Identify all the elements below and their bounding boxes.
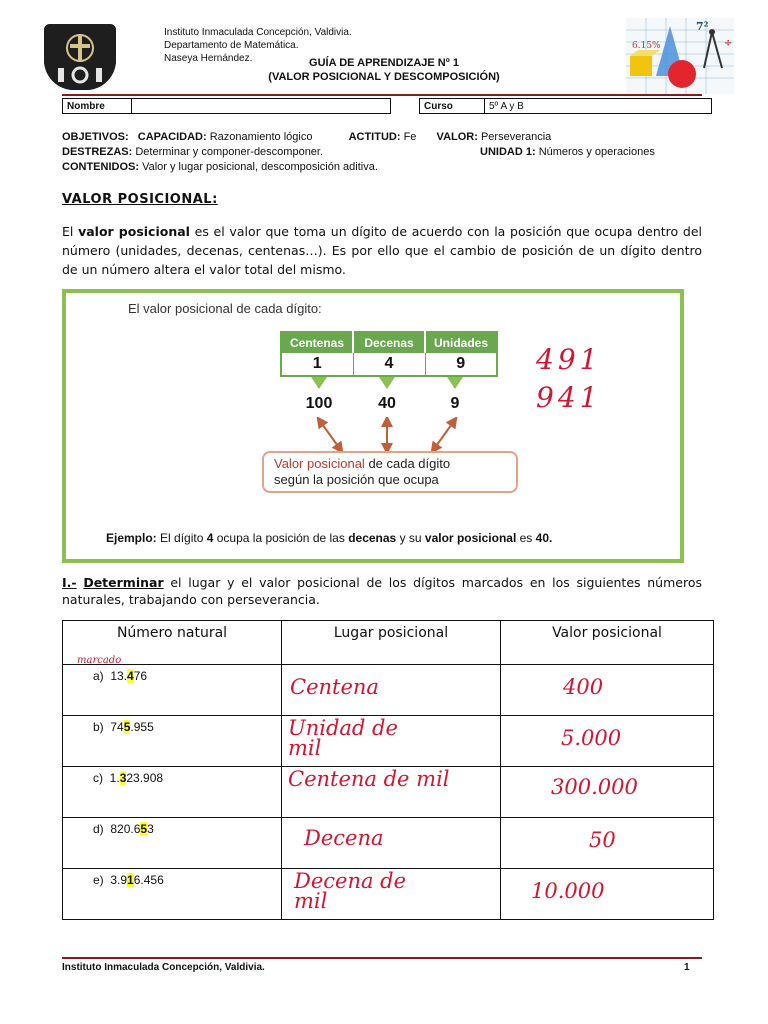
handwritten-note-2: 941 <box>536 381 602 414</box>
valor-label: VALOR: <box>436 131 478 143</box>
number-pre: 3.9 <box>110 873 128 887</box>
col-header-valor: Valor posicional <box>501 621 714 665</box>
intro-term: valor posicional <box>78 224 190 239</box>
col-header-lugar: Lugar posicional <box>282 621 501 665</box>
lugar-cell[interactable] <box>282 818 501 869</box>
name-label: Nombre <box>63 99 132 114</box>
header-decenas: Decenas <box>353 332 425 353</box>
number-post: 76 <box>133 669 148 683</box>
contenidos-line <box>62 160 378 175</box>
number-cell <box>63 655 282 716</box>
handwritten-note-1: 491 <box>536 343 602 376</box>
guide-title: GUÍA DE APRENDIZAJE Nº 1 <box>309 57 459 69</box>
number-cell <box>63 716 282 767</box>
marked-digit: 1 <box>127 873 134 887</box>
marked-digit: 3 <box>119 771 127 785</box>
number-post: 6.456 <box>133 873 164 887</box>
lugar-cell[interactable] <box>282 767 501 818</box>
valor-answer: 5.000 <box>561 726 622 750</box>
guide-subtitle: (VALOR POSICIONAL Y DESCOMPOSICIÓN) <box>268 71 500 83</box>
figure-example <box>106 531 552 545</box>
capacidad-label: CAPACIDAD: <box>137 131 207 143</box>
unidad-label: UNIDAD 1: <box>480 146 536 158</box>
deco-percent: 6.15% <box>632 41 661 51</box>
table-row <box>63 869 714 920</box>
example-vp: valor posicional <box>424 531 517 545</box>
value-centenas: 100 <box>305 395 333 412</box>
actitud-label: ACTITUD: <box>348 131 401 143</box>
example-text1: El dígito <box>160 531 204 545</box>
name-field[interactable] <box>132 99 391 114</box>
arrow-down-icon <box>311 377 327 389</box>
task-verb: Determinar <box>83 575 164 590</box>
contenidos-value: Valor y lugar posicional, descomposición aditiva. <box>142 161 378 173</box>
objectives-line <box>62 130 551 145</box>
place-value-figure <box>62 289 684 563</box>
footer-text: Instituto Inmaculada Concepción, Valdivia. <box>62 962 265 973</box>
unidad-line <box>480 145 655 160</box>
table-row <box>63 767 714 818</box>
intro-rest: es el valor que toma un dígito de acuerdo con la posición que ocupa dentro del número (unidades, decenas, centenas…). Es por ello que el cambio de posición de un dígito dentro de un número altera el valor total del mismo. <box>62 224 702 277</box>
unidad-value: Números y operaciones <box>538 146 655 158</box>
contenidos-label: CONTENIDOS: <box>62 161 139 173</box>
number-pre: 1. <box>109 771 120 785</box>
number-pre: 13. <box>110 669 128 683</box>
section-title: VALOR POSICIONAL: <box>62 192 218 207</box>
example-text3: y su <box>399 531 422 545</box>
arrow-down-icon <box>447 377 463 389</box>
exercise-table <box>62 620 714 920</box>
table-row <box>63 818 714 869</box>
connector-arrows-icon <box>286 417 476 453</box>
valor-cell[interactable] <box>501 716 714 767</box>
marked-digit: 5 <box>140 822 148 836</box>
valor-answer: 50 <box>589 828 616 852</box>
example-text2: ocupa la posición de las <box>216 531 345 545</box>
lugar-answer: Decena <box>304 826 384 850</box>
capacidad-value: Razonamiento lógico <box>209 131 313 143</box>
figure-title: El valor posicional de cada dígito: <box>128 301 322 316</box>
spacer-cell <box>391 99 420 114</box>
valor-answer: 400 <box>563 675 604 699</box>
example-value: 40. <box>535 531 553 545</box>
table-row <box>63 665 714 716</box>
row-label: d) <box>93 822 104 836</box>
objetivos-label: OBJETIVOS: <box>62 131 129 143</box>
destrezas-line <box>62 145 323 160</box>
valor-answer: 10.000 <box>531 879 605 903</box>
header-rule <box>62 94 702 96</box>
task-text: el lugar y el valor posicional de los dígitos marcados en los siguientes números naturales, trabajando con perseverancia. <box>62 575 702 607</box>
number-post: .955 <box>130 720 154 734</box>
value-decenas: 40 <box>378 395 396 412</box>
destrezas-label: DESTREZAS: <box>62 146 133 158</box>
number-post: 23.908 <box>126 771 164 785</box>
place-value-table <box>280 331 498 377</box>
example-label: Ejemplo: <box>106 531 157 545</box>
institution-name: Instituto Inmaculada Concepción, Valdivia. <box>164 27 352 38</box>
lugar-cell[interactable] <box>282 869 501 920</box>
task-number: I.- <box>62 575 77 590</box>
intro-paragraph <box>62 222 702 279</box>
number-cell <box>63 818 282 869</box>
value-unidades: 9 <box>450 395 460 412</box>
footer-rule <box>62 957 702 959</box>
author-name: Naseya Hernández. <box>164 53 253 64</box>
lugar-answer: Centena de mil <box>288 767 450 791</box>
example-pos: decenas <box>348 531 397 545</box>
digit-unidades: 9 <box>456 355 466 372</box>
box-rest: de cada dígito <box>368 456 451 471</box>
row-label: b) <box>93 720 104 734</box>
student-info-table <box>62 98 712 114</box>
box-highlight: Valor posicional <box>274 456 365 471</box>
arrow-down-icon <box>379 377 395 389</box>
example-digit: 4 <box>206 531 214 545</box>
destrezas-value: Determinar y componer-descomponer. <box>135 146 324 158</box>
number-cell <box>63 767 282 818</box>
number-pre: 74 <box>110 720 124 734</box>
page-number: 1 <box>684 962 690 973</box>
deco-exponent: 7² <box>696 20 709 33</box>
lugar-cell[interactable] <box>282 665 501 716</box>
lugar-answer: Decena de mil <box>294 869 407 913</box>
valor-cell[interactable] <box>501 665 714 716</box>
handwritten-note: marcado <box>77 655 122 666</box>
valor-answer: 300.000 <box>551 775 638 799</box>
row-label: a) <box>93 669 104 683</box>
valor-cell[interactable] <box>501 869 714 920</box>
row-label: e) <box>93 873 104 887</box>
deco-divide: ÷ <box>724 38 733 49</box>
number-post: 3 <box>147 822 154 836</box>
number-pre: 820.6 <box>110 822 141 836</box>
digit-centenas: 1 <box>281 353 353 376</box>
course-field[interactable]: 5º A y B <box>485 99 712 114</box>
geometry-shapes-icon <box>626 18 734 94</box>
number-cell <box>63 869 282 920</box>
marked-digit: 5 <box>123 720 131 734</box>
box-line2: según la posición que ocupa <box>274 472 439 487</box>
actitud-value: Fe <box>403 131 417 143</box>
valor-cell[interactable] <box>501 767 714 818</box>
task-instruction <box>62 574 702 608</box>
lugar-cell[interactable] <box>282 716 501 767</box>
header-centenas: Centenas <box>281 332 353 353</box>
digit-decenas: 4 <box>353 353 425 376</box>
lugar-answer: Unidad de mil <box>288 716 398 760</box>
valor-value: Perseverancia <box>480 131 552 143</box>
row-label: c) <box>93 771 103 785</box>
example-text4: es <box>519 531 533 545</box>
math-decoration <box>626 18 734 94</box>
header-unidades: Unidades <box>425 332 497 353</box>
marked-digit: 4 <box>127 669 134 683</box>
course-label: Curso <box>420 99 485 114</box>
table-row <box>63 716 714 767</box>
valor-cell[interactable] <box>501 818 714 869</box>
lugar-answer: Centena <box>290 675 379 699</box>
value-definition-box <box>262 451 518 493</box>
col-header-numero: Número natural <box>63 621 282 665</box>
intro-lead: El <box>62 224 74 239</box>
department-name: Departamento de Matemática. <box>164 40 299 51</box>
